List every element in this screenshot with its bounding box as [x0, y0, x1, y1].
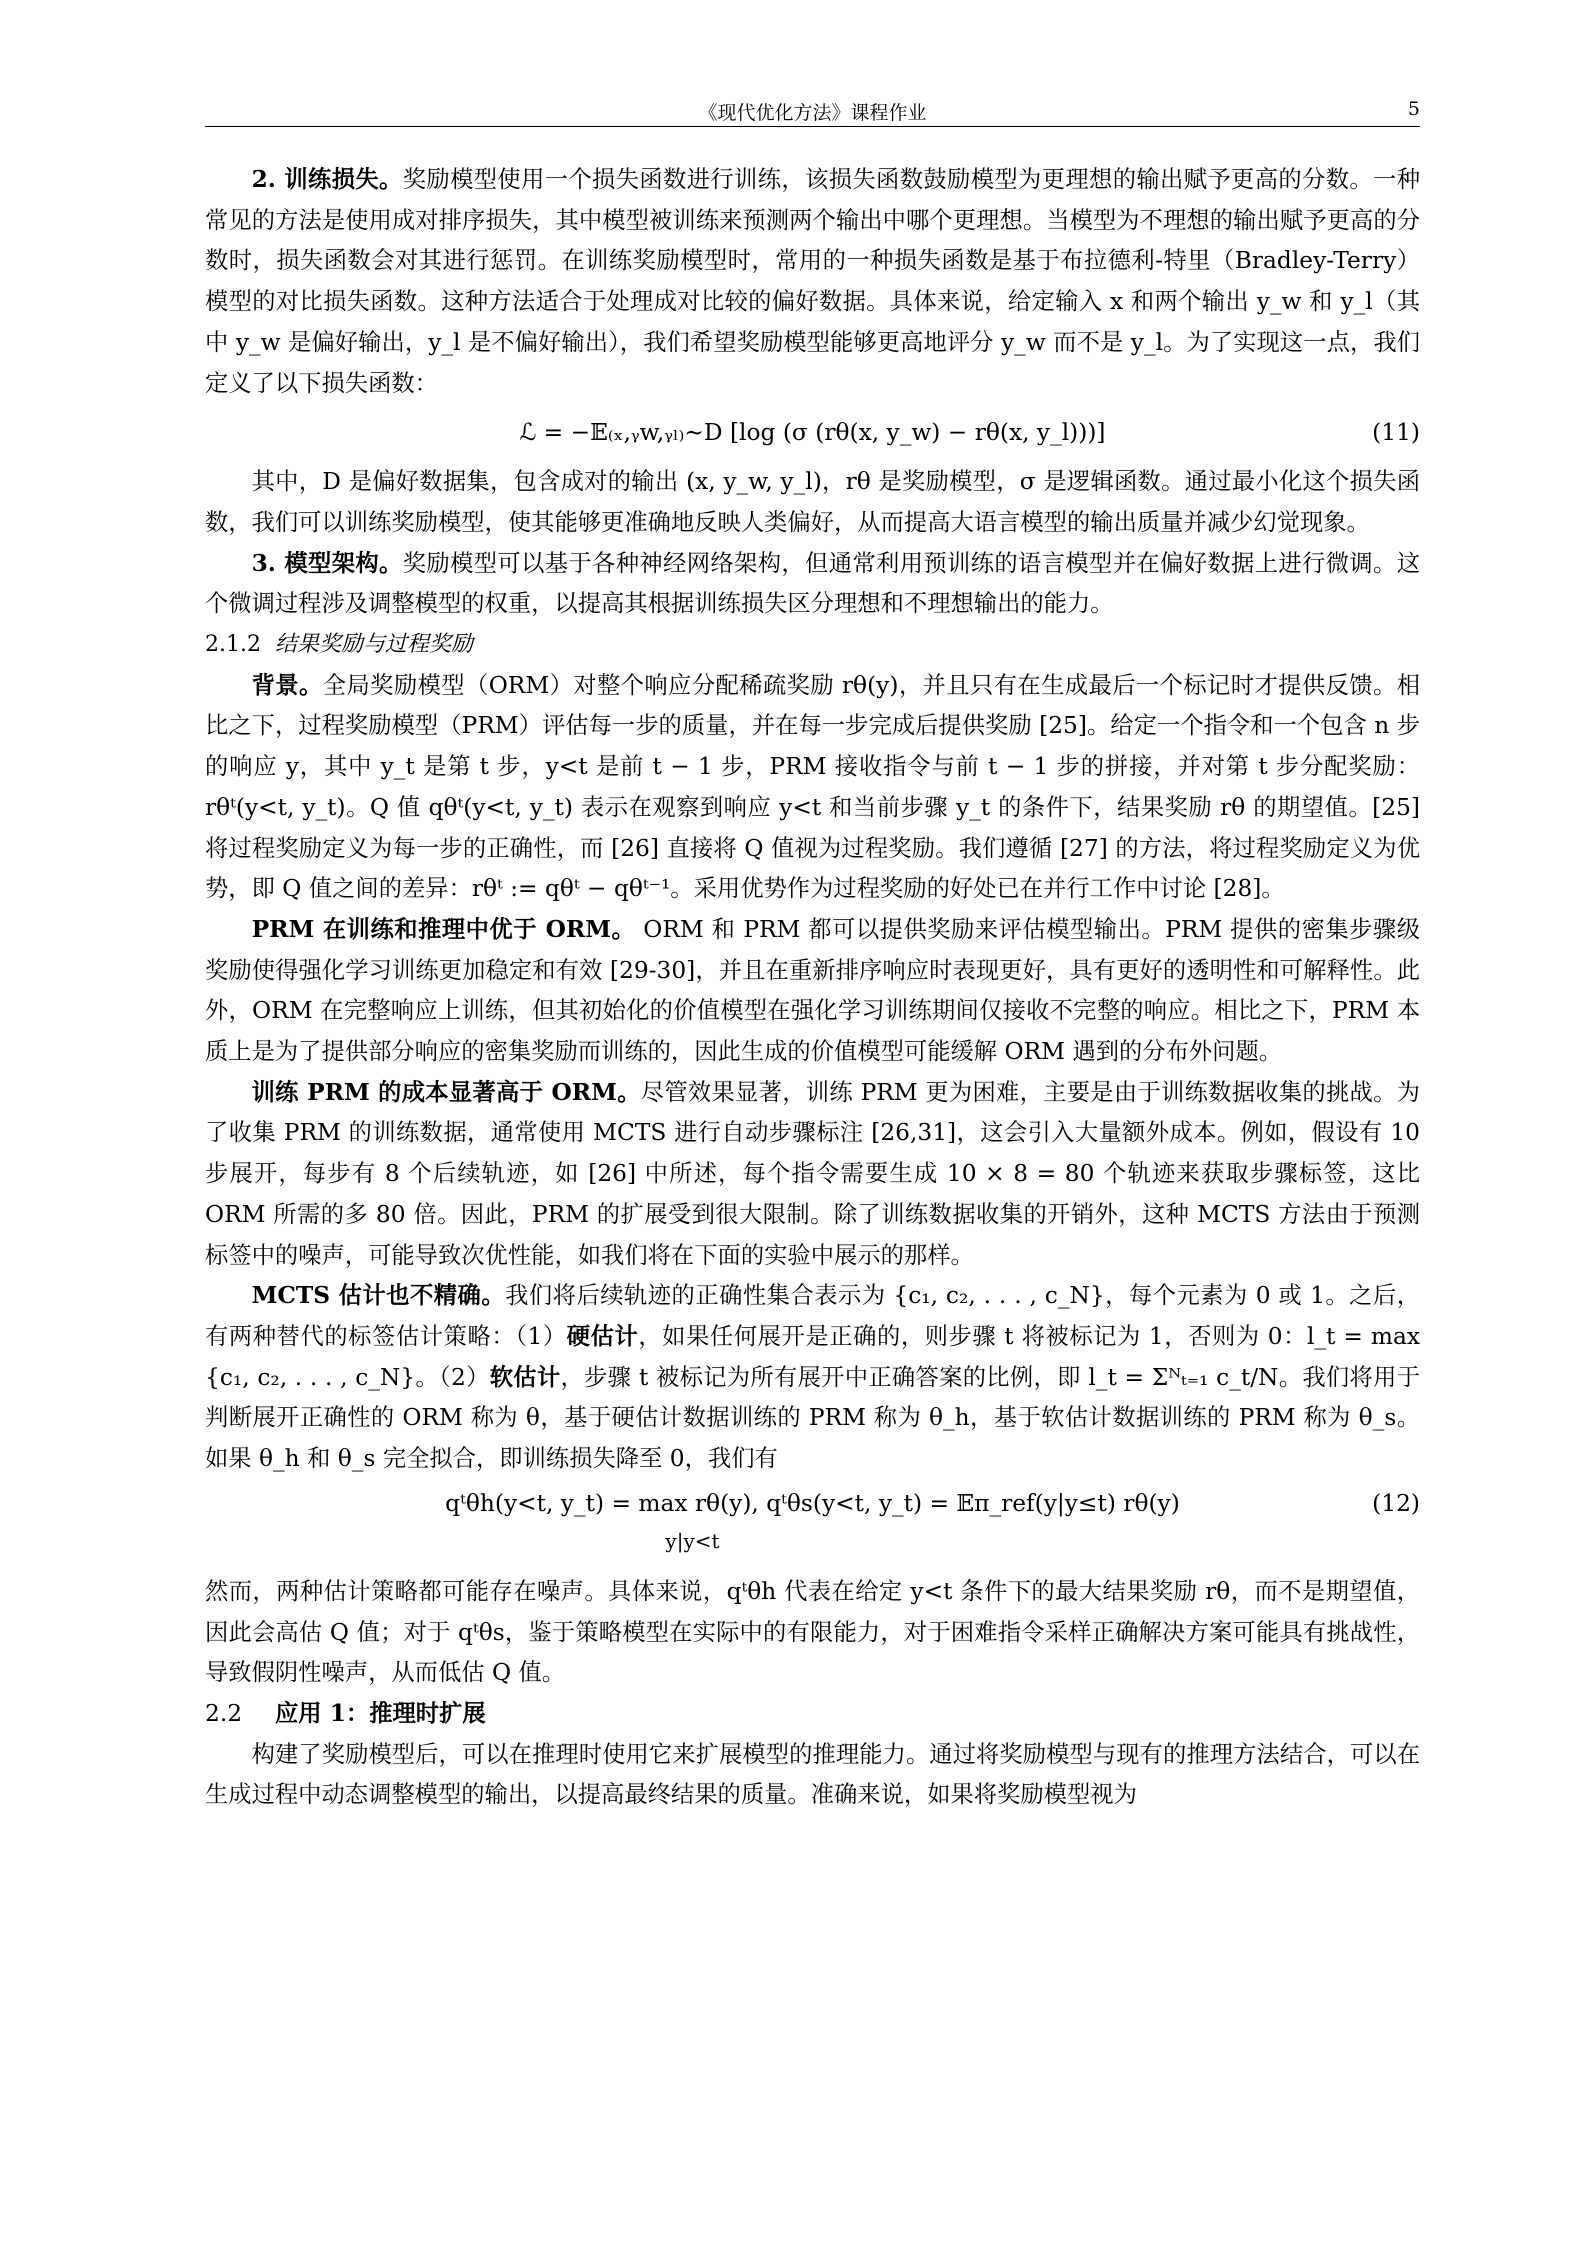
section-title: 结果奖励与过程奖励	[275, 632, 474, 658]
paragraph-lead: 背景。	[251, 671, 323, 699]
paragraph-architecture	[205, 544, 1420, 625]
equation-number: (12)	[1372, 1489, 1420, 1517]
section-number: 2.1.2	[205, 632, 261, 658]
paragraph-text: 奖励模型使用一个损失函数进行训练，该损失函数鼓励模型为更理想的输出赋予更高的分数。一种常见的方法是使用成对排序损失，其中模型被训练来预测两个输出中哪个更理想。当模型为不理想的输出赋予更高的分数时，损失函数会对其进行惩罚。在训练奖励模型时，常用的一种损失函数是基于布拉德利-特里（Bradley-Terry）模型的对比损失函数。这种方法适合于处理成对比较的偏好数据。具体来说，给定输入 x 和两个输出 y_w 和 y_l（其中 y_w 是偏好输出，y_l 是不偏好输出），我们希望奖励模型能够更高地评分 y_w 而不是 y_l。为了实现这一点，我们定义了以下损失函数：	[205, 166, 1421, 397]
paragraph-text: 我们将后续轨迹的正确性集合表示为 {c₁, c₂, . . . , c_N}，每个元素为 0 或 1。之后，有两种替代的标签估计策略：（1）	[205, 1282, 1420, 1350]
paragraph-lead: 训练 PRM 的成本显著高于 ORM。	[251, 1078, 641, 1106]
paragraph-prm-better	[205, 910, 1420, 1073]
hard-estimate-term: 硬估计	[566, 1322, 639, 1350]
paragraph-lead: PRM 在训练和推理中优于 ORM。	[251, 915, 636, 943]
paragraph-background	[205, 666, 1420, 910]
section-title: 应用 1：推理时扩展	[275, 1699, 486, 1727]
paragraph-text: 奖励模型可以基于各种神经网络架构，但通常利用预训练的语言模型并在偏好数据上进行微调。这个微调过程涉及调整模型的权重，以提高其根据训练损失区分理想和不理想输出的能力。	[205, 549, 1421, 618]
section-heading-2-2	[205, 1694, 1420, 1735]
header-title: 《现代优化方法》课程作业	[698, 102, 927, 124]
equation-number: (11)	[1372, 419, 1420, 447]
paragraph-text: 全局奖励模型（ORM）对整个响应分配稀疏奖励 rθ(y)，并且只有在生成最后一个标记时才提供反馈。相比之下，过程奖励模型（PRM）评估每一步的质量，并在每一步完成后提供奖励 [25]。给定一个指令和一个包含 n 步的响应 y，其中 y_t 是第 t 步，y<t 是前 t − 1 步，PRM 接收指令与前 t − 1 步的拼接，并对第 t 步分配奖励：rθᵗ(y<t, y_t)。Q 值 qθᵗ(y<t, y_t) 表示在观察到响应 y<t 和当前步骤 y_t 的条件下，结果奖励 rθ 的期望值。[25] 将过程奖励定义为每一步的正确性，而 [26] 直接将 Q 值视为过程奖励。我们遵循 [27] 的方法，将过程奖励定义为优势，即 Q 值之间的差异：rθᵗ := qθᵗ − qθᵗ⁻¹。采用优势作为过程奖励的好处已在并行工作中讨论 [28]。	[205, 671, 1421, 903]
paragraph-training-loss	[205, 160, 1420, 404]
paragraph-lead: 3. 模型架构。	[251, 549, 403, 577]
paragraph-inference: 构建了奖励模型后，可以在推理时使用它来扩展模型的推理能力。通过将奖励模型与现有的推理方法结合，可以在生成过程中动态调整模型的输出，以提高最终结果的质量。准确来说，如果将奖励模型视为	[205, 1740, 1420, 1809]
paragraph-text: 尽管效果显著，训练 PRM 更为困难，主要是由于训练数据收集的挑战。为了收集 PRM 的训练数据，通常使用 MCTS 进行自动步骤标注 [26,31]，这会引入大量额外成本。例如，假设有 10 步展开，每步有 8 个后续轨迹，如 [26] 中所述，每个指令需要生成 10 × 8 = 80 个轨迹来获取步骤标签，这比 ORM 所需的多 80 倍。因此，PRM 的扩展受到很大限制。除了训练数据收集的开销外，这种 MCTS 方法由于预测标签中的噪声，可能导致次优性能，如我们将在下面的实验中展示的那样。	[205, 1078, 1420, 1269]
section-heading-2-1-2	[205, 625, 1420, 666]
page-number: 5	[1407, 98, 1420, 120]
equation-11	[205, 404, 1420, 462]
equation-subscript: y|y<t	[665, 1528, 720, 1553]
paragraph-where: 其中，D 是偏好数据集，包含成对的输出 (x, y_w, y_l)，rθ 是奖励模型，σ 是逻辑函数。通过最小化这个损失函数，我们可以训练奖励模型，使其能够更准确地反映人类偏好，从而提高大语言模型的输出质量并减少幻觉现象。	[205, 468, 1420, 536]
paragraph-prm-cost	[205, 1073, 1420, 1277]
paragraph-text: ，步骤 t 被标记为所有展开中正确答案的比例，即 l_t = Σᴺₜ₌₁ c_t/N。我们将用于判断展开正确性的 ORM 称为 θ，基于硬估计数据训练的 PRM 称为 θ_h，基于软估计数据训练的 PRM 称为 θ_s。如果 θ_h 和 θ_s 完全拟合，即训练损失降至 0，我们有	[205, 1363, 1420, 1473]
paragraph-lead: 2. 训练损失。	[251, 166, 403, 193]
paragraph-lead: MCTS 估计也不精确。	[251, 1282, 506, 1310]
page-body	[205, 160, 1420, 1816]
paragraph-noise: 然而，两种估计策略都可能存在噪声。具体来说，qᵗθh 代表在给定 y<t 条件下的最大结果奖励 rθ，而不是期望值，因此会高估 Q 值；对于 qᵗθs，鉴于策略模型在实际中的有限能力，对于困难指令采样正确解决方案可能具有挑战性，导致假阴性噪声，从而低估 Q 值。	[205, 1577, 1420, 1687]
equation-expression: qᵗθh(y<t, y_t) = max rθ(y), qᵗθs(y<t, y_t) = 𝔼π_ref(y|y≤t) rθ(y)	[445, 1489, 1180, 1517]
paragraph-text: ，如果任何展开是正确的，则步骤 t 将被标记为 1，否则为 0：l_t = max {c₁, c₂, . . . , c_N}。（2）	[205, 1322, 1421, 1391]
paragraph-text: ORM 和 PRM 都可以提供奖励来评估模型输出。PRM 提供的密集步骤级奖励使得强化学习训练更加稳定和有效 [29-30]，并且在重新排序响应时表现更好，具有更好的透明性和可解释性。此外，ORM 在完整响应上训练，但其初始化的价值模型在强化学习训练期间仅接收不完整的响应。相比之下，PRM 本质上是为了提供部分响应的密集奖励而训练的，因此生成的价值模型可能缓解 ORM 遇到的分布外问题。	[205, 915, 1420, 1066]
page-header	[205, 96, 1420, 127]
equation-expression: ℒ = −𝔼₍ₓ,ᵧw,ᵧₗ₎∼D [log (σ (rθ(x, y_w) − rθ(x, y_l)))]	[519, 419, 1106, 447]
section-number: 2.2	[205, 1699, 243, 1727]
paragraph-mcts	[205, 1276, 1420, 1480]
equation-12	[205, 1480, 1420, 1572]
soft-estimate-term: 软估计	[489, 1363, 561, 1391]
